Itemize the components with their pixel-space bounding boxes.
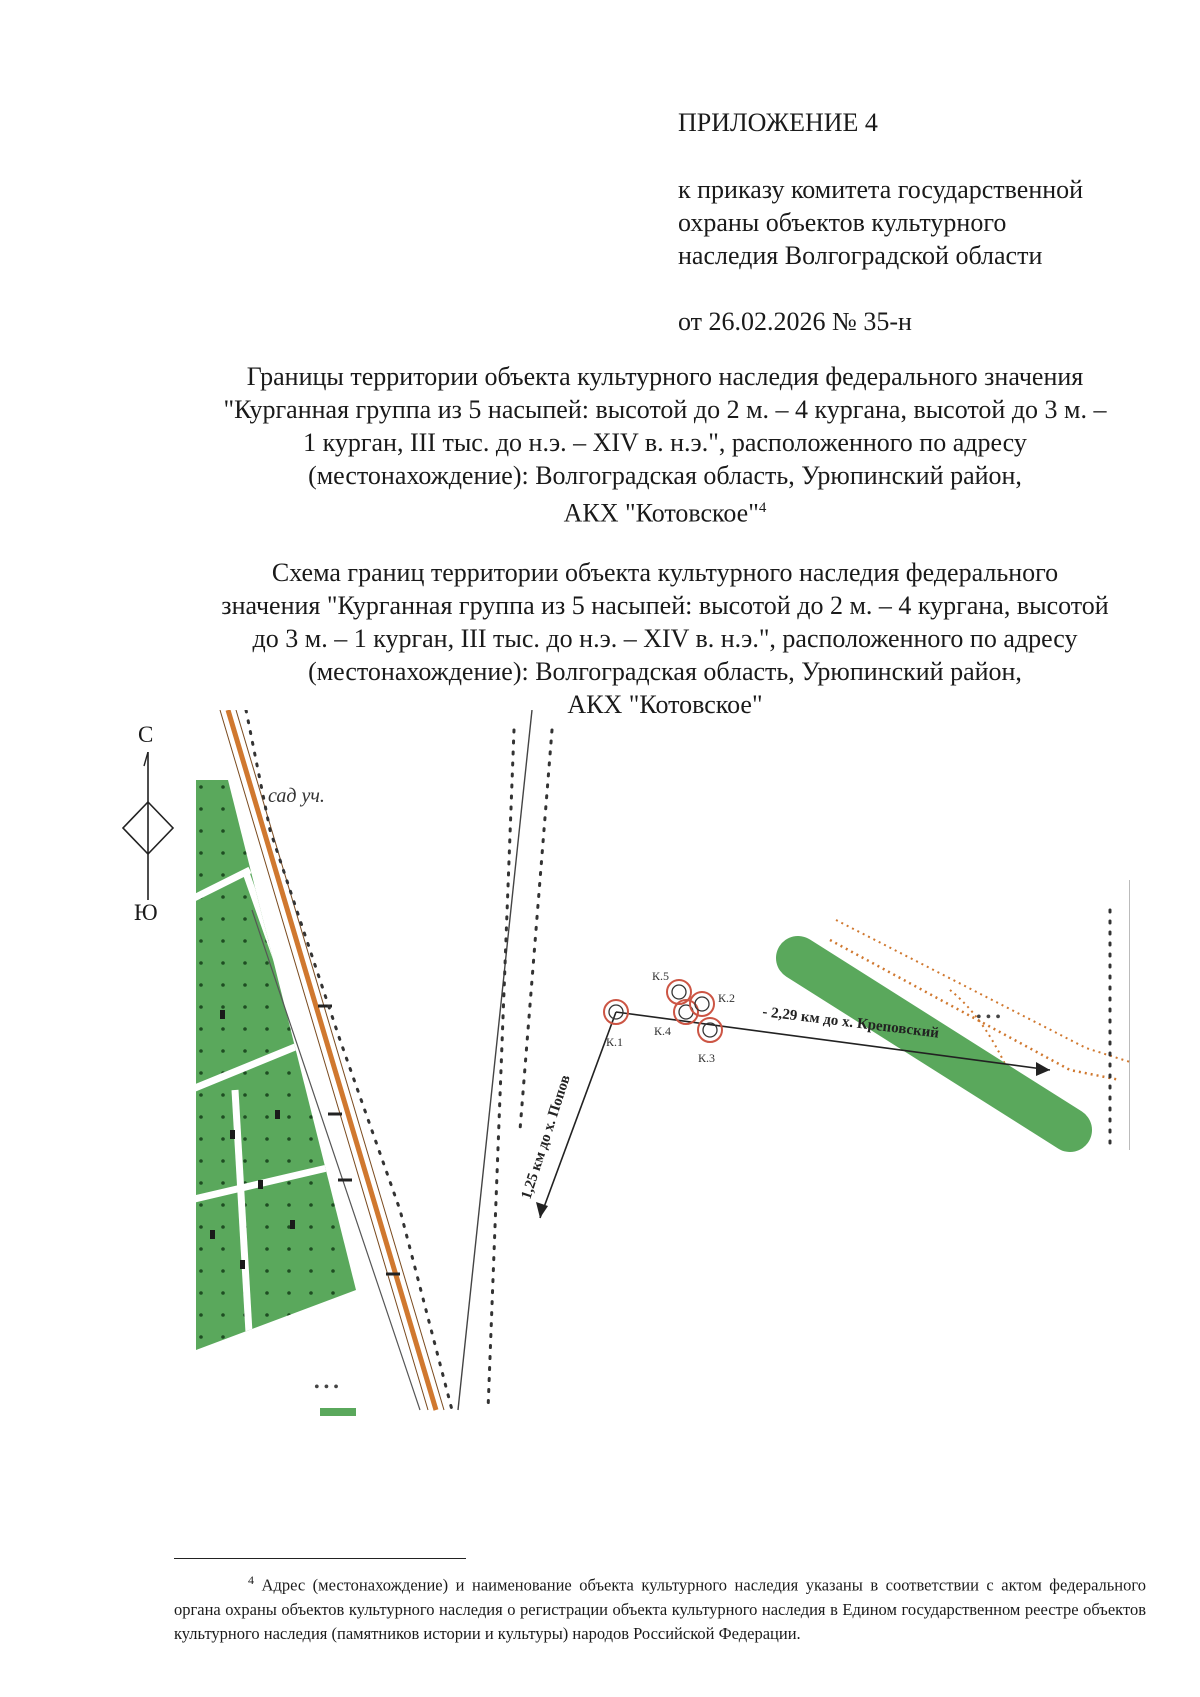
order-date-number: от 26.02.2026 № 35-н — [678, 307, 912, 336]
boundaries-title-line: (местонахождение): Волгоградская область, Урюпинский район, — [308, 461, 1022, 490]
footnote-reference[interactable]: 4 — [758, 500, 767, 516]
boundaries-title-line: Границы территории объекта культурного наследия федерального значения — [246, 362, 1084, 391]
footnote-separator — [174, 1558, 466, 1559]
road-middle — [458, 710, 552, 1410]
order-line-3: наследия Волгоградской области — [678, 241, 1043, 270]
arrowhead-icon — [536, 1202, 548, 1218]
scheme-title-line: (местонахождение): Волгоградская область, Урюпинский район, — [308, 657, 1022, 686]
map-dots: • • • — [314, 1379, 339, 1396]
scheme-title-line: АКХ "Котовское" — [567, 690, 763, 719]
order-line-2: охраны объектов культурного — [678, 208, 1007, 237]
compass-south-label: Ю — [134, 900, 158, 925]
garden-label: сад уч. — [268, 785, 325, 807]
footnote — [174, 1568, 1146, 1646]
scheme-title-line: Схема границ территории объекта культурного наследия федерального — [271, 558, 1059, 587]
scheme-title-line: до 3 м. – 1 курган, III тыс. до н.э. – XIV в. н.э.", расположенного по адресу — [252, 624, 1078, 653]
mound-label-k4: К.4 — [654, 1024, 672, 1038]
scheme-title-line: значения "Курганная группа из 5 насыпей: высотой до 2 м. – 4 кургана, высотой — [221, 591, 1109, 620]
mound-label-k1: К.1 — [606, 1035, 624, 1049]
forest-patch — [320, 1408, 356, 1416]
mound-k3[interactable] — [698, 1018, 722, 1042]
boundaries-title-line-last: АКХ "Котовское"$^4$ — [563, 498, 767, 528]
footnote-mark: 4 — [248, 1573, 254, 1587]
scheme-title — [160, 556, 1170, 721]
map-dots: • • • — [976, 1009, 1001, 1026]
boundaries-title — [160, 360, 1170, 530]
mound-label-k3: К.3 — [698, 1051, 716, 1065]
boundaries-title-line: 1 курган, III тыс. до н.э. – XIV в. н.э.", расположенного по адресу — [303, 428, 1027, 457]
footnote-text: Адрес (местонахождение) и наименование объекта культурного наследия указаны в соответствии с актом федерального органа охраны объектов культурного наследия о регистрации объекта культурного наследия в Едином государственном реестре объектов культурного наследия (памятников истории и культуры) народов Российской Федерации. — [174, 1575, 1146, 1643]
mound-group — [604, 969, 735, 1065]
mound-label-k2: К.2 — [718, 991, 736, 1005]
distance-popov-label: 1,25 км до х. Попов — [518, 1073, 574, 1202]
compass-north-label: С — [138, 722, 154, 747]
site-map — [190, 710, 1130, 1420]
compass-arrow-icon — [118, 752, 178, 900]
distance-krepovskiy-label: - 2,29 км до х. Креповский — [761, 1004, 940, 1042]
order-line-1: к приказу комитета государственной — [678, 175, 1084, 204]
appendix-number: ПРИЛОЖЕНИЕ 4 — [678, 108, 878, 137]
arrowhead-icon — [1036, 1062, 1050, 1076]
boundaries-title-line: "Курганная группа из 5 насыпей: высотой до 2 м. – 4 кургана, высотой до 3 м. – — [223, 395, 1107, 424]
mound-label-k5: К.5 — [652, 969, 670, 983]
